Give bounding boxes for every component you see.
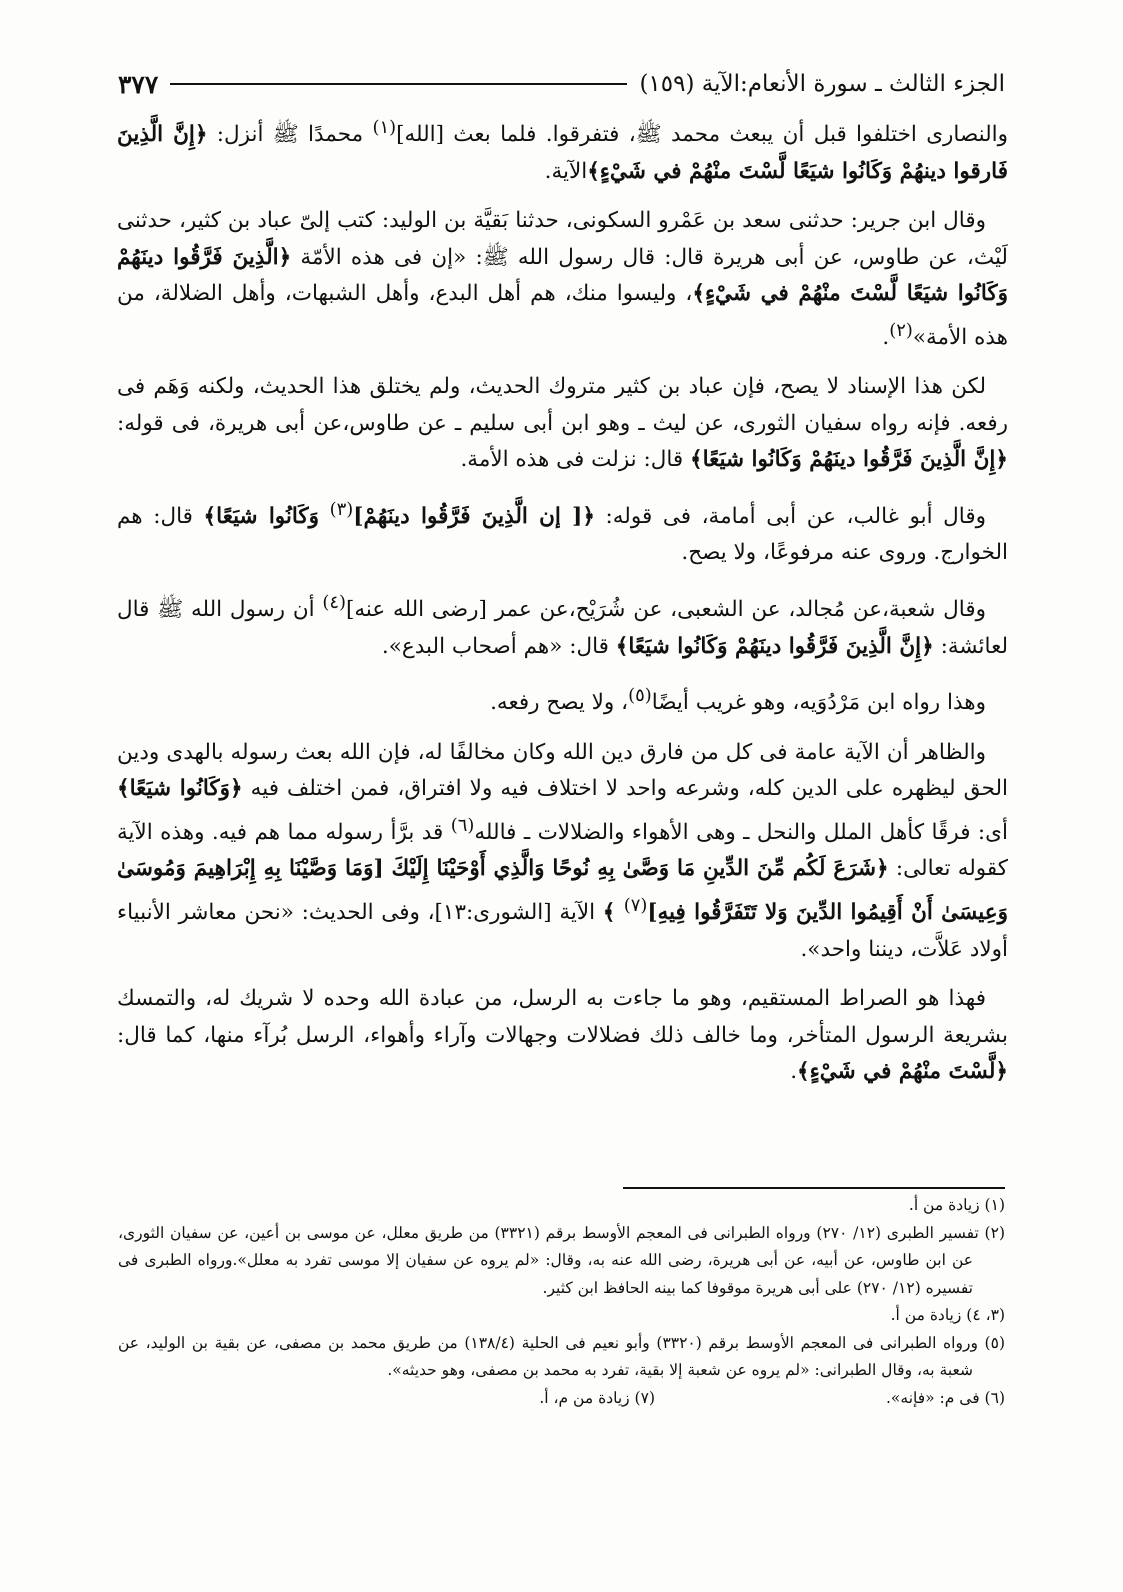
footnote: (٣، ٤) زيادة من أ. [890,1306,1005,1324]
footnote: (٥) ورواه الطبرانى فى المعجم الأوسط برقم (٣٣٢٠) وأبو نعيم فى الحلية (١٣٨/٤) من طريق محمد بن مصفى، عن بقية بن الوليد، عن شعبة به، وقال الطبرانى: «لم يروه عن شعبة إلا بقية، تفرد به محمد بن مصفى، وهو حديثه». [118,1333,1005,1379]
running-title: الجزء الثالث ـ سورة الأنعام:الآية (١٥٩) [639,71,1005,97]
footnote: (٧) زيادة من م، أ. [539,1388,655,1407]
footnote-pair [118,1385,1005,1413]
main-text [117,110,1008,1104]
footnote-ref: (٥) [628,685,652,707]
quran-verse: ﴿إِنَّ الَّذِينَ فَارقوا دينهُمْ وَكَانُوا شيَعًا لَّسْتَ منْهُمْ في شَيْءٍ﴾ [117,122,1008,184]
footnote-ref: (٧) [623,894,648,916]
quran-verse: ﴿شَرَعَ لَكُم مِّنَ الدِّينِ مَا وَصَّىٰ بِهِ نُوحًا وَالَّذِي أَوْحَيْنَا إِلَيْكَ [وَمَا وَصَّيْنَا بِهِ إِبْرَاهِيمَ وَمُوسَىٰ وَعِيسَىٰ أَنْ أَقِيمُوا الدِّينَ وَلا تَتَفَرَّقُوا فِيهِ] [117,856,1008,926]
header-rule [170,83,627,85]
page-number: ٣٧٧ [118,69,159,99]
quran-verse: وَكَانُوا شيَعًا﴾ [203,503,320,529]
quran-verse: ﴿إِنَّ الَّذِينَ فَرَّقُوا دينَهُمْ وَكَانُوا شيَعًا﴾ [615,633,934,659]
paragraph: لكن هذا الإسناد لا يصح، فإن عباد بن كثير متروك الحديث، ولم يختلق هذا الحديث، ولكنه وَهَم فى رفعه. فإنه رواه سفيان الثورى، عن ليث ـ وهو ابن أبى سليم ـ عن طاوس،عن أبى هريرة، فى قوله: ﴿إِنَّ الَّذِينَ فَرَّقُوا دينَهُمْ وَكَانُوا شيَعًا﴾ قال: نزلت فى هذه الأمة. [117,374,1008,473]
paragraph: وهذا رواه ابن مَرْدُوَيه، وهو غريب أيضًا$^{(٥)}$، ولا يصح رفعه. [490,685,986,716]
paragraph: فهذا هو الصراط المستقيم، وهو ما جاءت به الرسل، من عبادة الله وحده لا شريك له، والتمسك بشريعة الرسول المتأخر، وما خالف ذلك فضلالات وجهالات وآراء وأهواء، الرسل بُرآء منها، كما قال: ﴿لَّسْتَ منْهُمْ في شَيْءٍ﴾. [117,986,1008,1085]
footnote: (٢) تفسير الطبرى (١٢/ ٢٧٠) ورواه الطبرانى فى المعجم الأوسط برقم (٣٣٢١) من طريق معلل، عن موسى بن أعين، عن سفيان الثورى، عن ابن طاوس، عن أبيه، عن أبى هريرة، رضى الله عنه به، وقال: «لم يروه عن سفيان إلا موسى تفرد به معلل».ورواه الطبرى فى تفسيره (١٢/ ٢٧٠) على أبى هريرة موقوفا كما بينه الحافظ ابن كثير. [118,1223,1005,1297]
paragraph: وقال ابن جرير: حدثنى سعد بن عَمْرو السكونى، حدثنا بَقيَّة بن الوليد: كتب إلىّ عباد بن كثير، حدثنى لَيْث، عن طاوس، عن أبى هريرة قال: قال رسول الله ﷺ: «إن فى هذه الأمّة ﴿الَّذِينَ فَرَّقُوا دينَهُمْ وَكَانُوا شيَعًا لَّسْتَ منْهُمْ في شَيْءٍ﴾، وليسوا منك، هم أهل البدع، وأهل الشبهات، وأهل الضلالة، من هذه الأمة»$^{(٢)}$. [117,208,1008,350]
footnote-ref: (٤) [322,591,346,613]
footnote: (٦) فى م: «فإنه». [885,1388,1005,1407]
quran-verse: ﴿[ إن الَّذِينَ فَرَّقُوا دينَهُمْ] [353,503,595,529]
footnote-separator [623,1187,1005,1189]
footnote-ref: (٢) [889,319,913,341]
quran-verse: ﴿وَكَانُوا شيَعًا﴾ [117,776,243,802]
footnote-ref: (٦) [450,814,475,836]
footnotes [118,1192,1005,1412]
footnote-ref: (٣) [329,498,354,520]
footnote-ref: (١) [372,117,397,138]
footnote: (١) زيادة من أ. [908,1196,1005,1214]
quran-verse: ﴿إِنَّ الَّذِينَ فَرَّقُوا دينَهُمْ وَكَانُوا شيَعًا﴾ [690,447,1008,473]
paragraph: وقال شعبة،عن مُجالد، عن الشعبى، عن شُرَيْح،عن عمر [رضى الله عنه]$^{(٤)}$ أن رسول الله ﷺ قال لعائشة: ﴿إِنَّ الَّذِينَ فَرَّقُوا دينَهُمْ وَكَانُوا شيَعًا﴾ قال: «هم أصحاب البدع». [117,591,1008,659]
paragraph: والظاهر أن الآية عامة فى كل من فارق دين الله وكان مخالفًا له، فإن الله بعث رسوله بالهدى ودين الحق ليظهره على الدين كله، وشرعه واحد لا اختلاف فيه ولا افتراق، فمن اختلف فيه ﴿وَكَانُوا شيَعًا﴾ أى: فرقًا كأهل الملل والنحل ـ وهى الأهواء والضلالات ـ فالله$^{(٦)}$ قد برَّأ رسوله مما هم فيه. وهذه الآية كقوله تعالى: ﴿شَرَعَ لَكُم مِّنَ الدِّينِ مَا وَصَّىٰ بِهِ نُوحًا وَالَّذِي أَوْحَيْنَا إِلَيْكَ [وَمَا وَصَّيْنَا بِهِ إِبْرَاهِيمَ وَمُوسَىٰ وَعِيسَىٰ أَنْ أَقِيمُوا الدِّينَ وَلا تَتَفَرَّقُوا فِيهِ]$^{(٧)}$ ﴾ الآية [الشورى:١٣]، وفى الحديث: «نحن معاشر الأنبياء أولاد عَلاَّت، ديننا واحد». [117,739,1008,962]
quran-verse: ﴿لَّسْتَ منْهُمْ في شَيْءٍ﴾ [797,1059,1008,1085]
quran-verse: ﴿الَّذِينَ فَرَّقُوا دينَهُمْ وَكَانُوا شيَعًا لَّسْتَ منْهُمْ في شَيْءٍ﴾ [117,244,1008,307]
paragraph: والنصارى اختلفوا قبل أن يبعث محمد ﷺ، فتفرقوا. فلما بعث [الله]$^{(١)}$ محمدًا ﷺ أنزل: ﴿إِنَّ الَّذِينَ فَارقوا دينهُمْ وَكَانُوا شيَعًا لَّسْتَ منْهُمْ في شَيْءٍ﴾الآية. [117,117,1008,184]
page-header [118,66,1005,102]
paragraph: وقال أبو غالب، عن أبى أمامة، فى قوله: ﴿[ إن الَّذِينَ فَرَّقُوا دينَهُمْ]$^{(٣)}$ وَكَانُوا شيَعًا﴾ قال: هم الخوارج. وروى عنه مرفوعًا، ولا يصح. [117,498,1008,566]
